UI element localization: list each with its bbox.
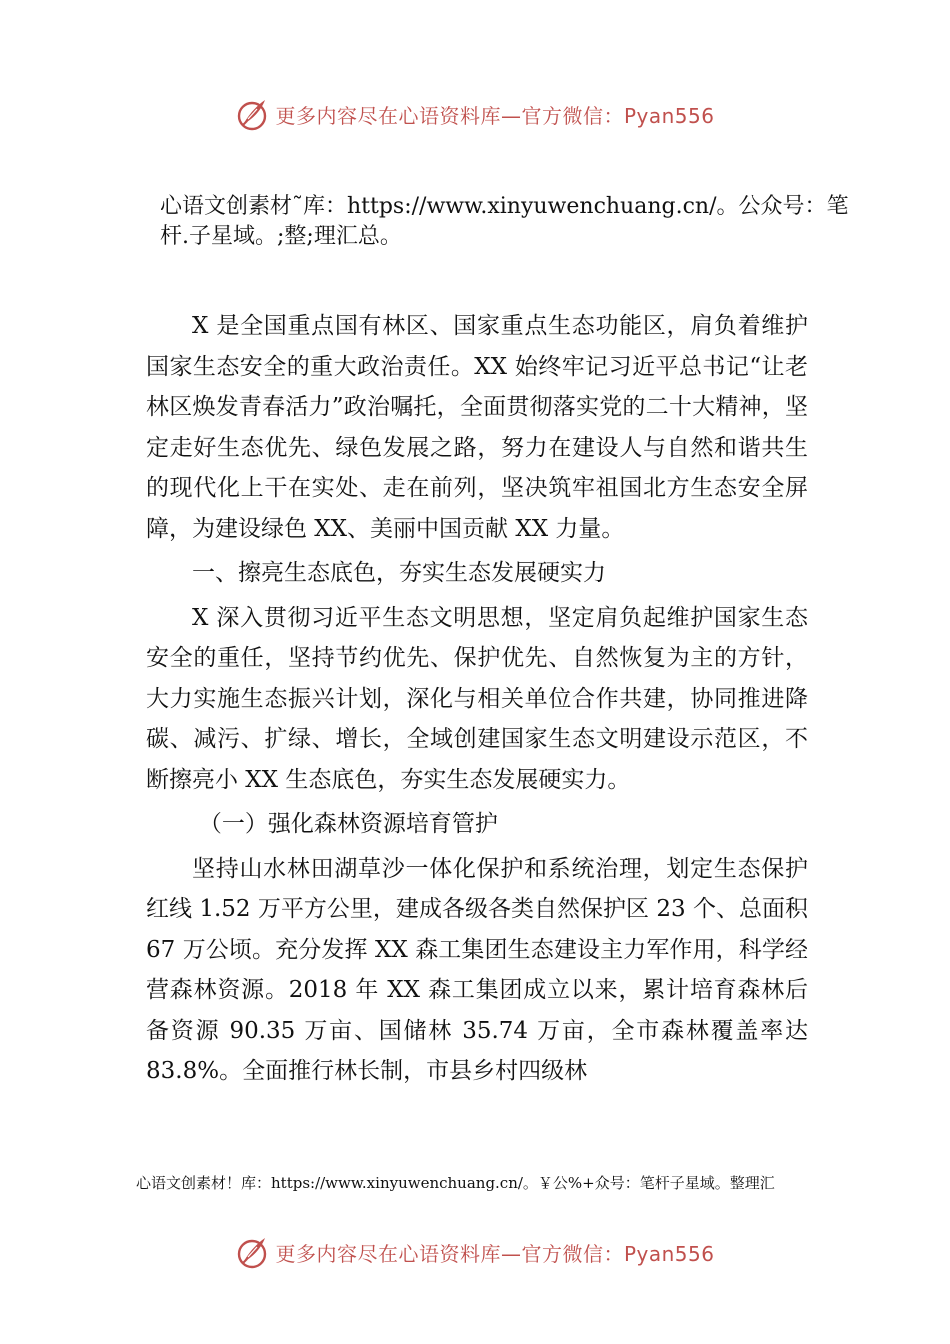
document-body bbox=[146, 306, 808, 1092]
banner-text: 更多内容尽在心语资料库—官方微信：Pyan556 bbox=[275, 1241, 715, 1266]
top-banner bbox=[0, 94, 950, 134]
quill-logo-icon bbox=[235, 1235, 269, 1269]
paragraph-intro: X 是全国重点国有林区、国家重点生态功能区，肩负着维护国家生态安全的重大政治责任。XX 始终牢记习近平总书记“让老林区焕发青春活力”政治嘱托，全面贯彻落实党的二十大精神，坚定走好生态优先、绿色发展之路，努力在建设人与自然和谐共生的现代化上干在实处、走在前列，坚决筑牢祖国北方生态安全屏障，为建设绿色 XX、美丽中国贡献 XX 力量。 bbox=[146, 313, 808, 542]
paragraph-subsection-1: 坚持山水林田湖草沙一体化保护和系统治理，划定生态保护红线 1.52 万平方公里，建成各级各类自然保护区 23 个、总面积 67 万公顷。充分发挥 XX 森工集团生态建设主力军作用，科学经营森林资源。2018 年 XX 森工集团成立以来，累计培育森林后备资源 90.35 万亩、国储林 35.74 万亩，全市森林覆盖率达 83.8%。全面推行林长制，市县乡村四级林 bbox=[146, 855, 808, 1084]
subsection-heading-1: （一）强化森林资源培育管护 bbox=[198, 811, 498, 837]
quill-logo-icon bbox=[235, 97, 269, 131]
paragraph-section-1: X 深入贯彻习近平生态文明思想，坚定肩负起维护国家生态安全的重任，坚持节约优先、保护优先、自然恢复为主的方针，大力实施生态振兴计划，深化与相关单位合作共建，协同推进降碳、减污、扩绿、增长，全域创建国家生态文明建设示范区，不断擦亮小 XX 生态底色，夯实生态发展硬实力。 bbox=[146, 604, 808, 793]
bottom-banner bbox=[0, 1232, 950, 1272]
source-note: 心语文创素材˜库：https://www.xinyuwenchuang.cn/。公众号：笔杆.子星域。;整;理汇总。 bbox=[160, 194, 849, 249]
banner-text: 更多内容尽在心语资料库—官方微信：Pyan556 bbox=[275, 103, 715, 128]
section-heading-1: 一、擦亮生态底色，夯实生态发展硬实力 bbox=[192, 560, 606, 586]
footer-source-note: 心语文创素材！库：https://www.xinyuwenchuang.cn/。￥公%+众号：笔杆子星域。整理汇 bbox=[136, 1174, 775, 1192]
